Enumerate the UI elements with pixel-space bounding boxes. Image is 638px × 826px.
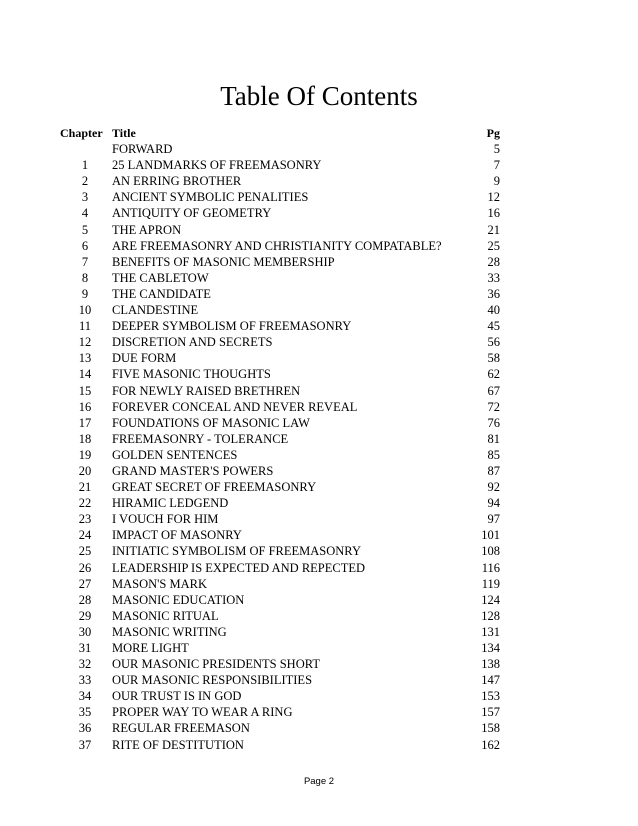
toc-entry-row bbox=[60, 399, 500, 415]
chapter-number: 19 bbox=[78, 447, 92, 462]
chapter-number: 24 bbox=[78, 528, 92, 543]
chapter-number: 34 bbox=[78, 689, 92, 704]
page-number: 157 bbox=[481, 705, 500, 720]
chapter-title: BENEFITS OF MASONIC MEMBERSHIP bbox=[112, 254, 335, 269]
toc-entry-row bbox=[60, 254, 500, 270]
toc-entry-row bbox=[60, 720, 500, 736]
chapter-title: OUR MASONIC RESPONSIBILITIES bbox=[112, 673, 313, 688]
toc-entry-row bbox=[60, 222, 500, 238]
toc-entry-row bbox=[60, 173, 500, 189]
toc-entry-row bbox=[60, 383, 500, 399]
toc-header-row bbox=[60, 125, 500, 141]
page-number: 62 bbox=[487, 367, 500, 382]
page-number: 94 bbox=[487, 496, 500, 511]
chapter-number: 10 bbox=[78, 303, 92, 318]
toc-entry-row bbox=[60, 334, 500, 350]
page-number: 97 bbox=[487, 512, 500, 527]
page-number: 56 bbox=[487, 335, 500, 350]
chapter-number: 9 bbox=[81, 286, 89, 301]
chapter-title: RITE OF DESTITUTION bbox=[112, 737, 244, 752]
toc-entry-row bbox=[60, 157, 500, 173]
toc-entry-row bbox=[60, 560, 500, 576]
chapter-title: PROPER WAY TO WEAR A RING bbox=[112, 705, 293, 720]
toc-entry-row bbox=[60, 302, 500, 318]
chapter-title: FOREVER CONCEAL AND NEVER REVEAL bbox=[112, 399, 358, 414]
page-number: 21 bbox=[487, 222, 500, 237]
chapter-number: 27 bbox=[78, 576, 92, 591]
chapter-title: FOR NEWLY RAISED BRETHREN bbox=[112, 383, 301, 398]
page-number: 108 bbox=[481, 544, 500, 559]
chapter-number: 26 bbox=[78, 560, 92, 575]
title-column-header: Title bbox=[112, 126, 136, 140]
chapter-title: HIRAMIC LEDGEND bbox=[112, 496, 229, 511]
page-number: 116 bbox=[481, 560, 500, 575]
chapter-title: DEEPER SYMBOLISM OF FREEMASONRY bbox=[112, 319, 352, 334]
chapter-number: 35 bbox=[78, 705, 92, 720]
toc-entry-row bbox=[60, 704, 500, 720]
chapter-number: 3 bbox=[81, 190, 89, 205]
toc-entry-row bbox=[60, 270, 500, 286]
toc-entry-row bbox=[60, 737, 500, 753]
page-number: 162 bbox=[481, 737, 500, 752]
chapter-title: FIVE MASONIC THOUGHTS bbox=[112, 367, 271, 382]
chapter-number: 7 bbox=[81, 254, 89, 269]
chapter-number bbox=[60, 141, 110, 157]
chapter-number: 13 bbox=[78, 351, 92, 366]
chapter-title: LEADERSHIP IS EXPECTED AND REPECTED bbox=[112, 560, 366, 575]
chapter-title: GREAT SECRET OF FREEMASONRY bbox=[112, 480, 317, 495]
toc-entries bbox=[60, 141, 500, 753]
page-number: 28 bbox=[487, 254, 500, 269]
chapter-title: DUE FORM bbox=[112, 351, 177, 366]
chapter-title: FREEMASONRY - TOLERANCE bbox=[112, 431, 289, 446]
page-number: 153 bbox=[481, 689, 500, 704]
page-title: Table Of Contents bbox=[220, 81, 418, 111]
page-number: 85 bbox=[487, 447, 500, 462]
chapter-title: INITIATIC SYMBOLISM OF FREEMASONRY bbox=[112, 544, 361, 559]
chapter-number: 15 bbox=[78, 383, 92, 398]
chapter-title: MASONIC EDUCATION bbox=[112, 592, 245, 607]
toc-entry-row bbox=[60, 656, 500, 672]
toc-entry-row bbox=[60, 141, 500, 157]
chapter-title: MASONIC WRITING bbox=[112, 624, 227, 639]
page-number: 58 bbox=[487, 351, 500, 366]
toc-entry-row bbox=[60, 608, 500, 624]
page-number: 128 bbox=[481, 608, 500, 623]
chapter-title: GRAND MASTER'S POWERS bbox=[112, 463, 274, 478]
page-number: 76 bbox=[487, 415, 500, 430]
chapter-number: 21 bbox=[78, 480, 92, 495]
chapter-title: MASONIC RITUAL bbox=[112, 608, 219, 623]
toc-entry-row bbox=[60, 350, 500, 366]
chapter-title: REGULAR FREEMASON bbox=[112, 721, 250, 736]
chapter-number: 1 bbox=[81, 158, 89, 173]
chapter-number: 31 bbox=[78, 641, 92, 655]
chapter-number: 22 bbox=[78, 496, 92, 511]
table-of-contents bbox=[60, 125, 500, 753]
chapter-number: 30 bbox=[78, 624, 92, 639]
chapter-number: 36 bbox=[78, 721, 92, 736]
toc-entry-row bbox=[60, 576, 500, 592]
chapter-title: THE CABLETOW bbox=[112, 270, 209, 285]
toc-entry-row bbox=[60, 447, 500, 463]
page-number: 45 bbox=[487, 319, 500, 334]
page-number: 25 bbox=[487, 238, 500, 253]
page-number: 124 bbox=[481, 592, 500, 607]
page-number: 7 bbox=[493, 158, 500, 173]
chapter-title: THE CANDIDATE bbox=[112, 286, 211, 301]
chapter-title: AN ERRING BROTHER bbox=[112, 174, 242, 189]
page-number: 5 bbox=[493, 142, 500, 157]
toc-entry-row bbox=[60, 527, 500, 543]
chapter-number: 28 bbox=[78, 592, 92, 607]
page-number: 158 bbox=[481, 721, 500, 736]
chapter-title: ANCIENT SYMBOLIC PENALITIES bbox=[112, 190, 309, 205]
toc-entry-row bbox=[60, 463, 500, 479]
toc-entry-row bbox=[60, 318, 500, 334]
chapter-title: THE APRON bbox=[112, 222, 182, 237]
page-number: 131 bbox=[481, 624, 500, 639]
page-number: 72 bbox=[487, 399, 500, 414]
toc-entry-row bbox=[60, 431, 500, 447]
chapter-title: ARE FREEMASONRY AND CHRISTIANITY COMPATABLE? bbox=[112, 238, 442, 253]
page-number: 40 bbox=[487, 303, 500, 318]
chapter-title: I VOUCH FOR HIM bbox=[112, 512, 219, 527]
page-number: 12 bbox=[487, 190, 500, 205]
chapter-number: 37 bbox=[78, 737, 92, 752]
toc-entry-row bbox=[60, 415, 500, 431]
page-number: 33 bbox=[487, 270, 500, 285]
chapter-number: 12 bbox=[78, 335, 92, 350]
chapter-number: 5 bbox=[81, 222, 89, 237]
chapter-title: 25 LANDMARKS OF FREEMASONRY bbox=[112, 158, 322, 173]
chapter-number: 32 bbox=[78, 657, 92, 672]
chapter-number: 33 bbox=[78, 673, 92, 688]
chapter-number: 25 bbox=[78, 544, 92, 559]
page-number: 134 bbox=[481, 641, 500, 655]
page-number: 138 bbox=[481, 657, 500, 672]
chapter-number: 6 bbox=[81, 238, 89, 253]
toc-entry-row bbox=[60, 624, 500, 640]
chapter-title: OUR MASONIC PRESIDENTS SHORT bbox=[112, 657, 320, 672]
chapter-number: 2 bbox=[81, 174, 89, 189]
chapter-number: 14 bbox=[78, 367, 92, 382]
chapter-number: 20 bbox=[78, 463, 92, 478]
chapter-number: 16 bbox=[78, 399, 92, 414]
page-number-footer: Page 2 bbox=[303, 776, 335, 787]
page-number: 16 bbox=[487, 206, 500, 221]
chapter-title: ANTIQUITY OF GEOMETRY bbox=[112, 206, 272, 221]
page-number: 101 bbox=[481, 528, 500, 543]
page-number: 87 bbox=[487, 463, 500, 478]
toc-entry-row bbox=[60, 495, 500, 511]
toc-entry-row bbox=[60, 640, 500, 656]
toc-entry-row bbox=[60, 238, 500, 254]
chapter-number: 29 bbox=[78, 608, 92, 623]
page-number: 119 bbox=[481, 576, 500, 591]
page-number: 36 bbox=[487, 286, 500, 301]
chapter-number: 8 bbox=[81, 270, 89, 285]
toc-entry-row bbox=[60, 672, 500, 688]
toc-entry-row bbox=[60, 543, 500, 559]
toc-entry-row bbox=[60, 688, 500, 704]
chapter-number: 23 bbox=[78, 512, 92, 527]
chapter-column-header: Chapter bbox=[60, 126, 103, 140]
chapter-title: MORE LIGHT bbox=[112, 641, 189, 655]
toc-entry-row bbox=[60, 366, 500, 382]
chapter-title: CLANDESTINE bbox=[112, 303, 199, 318]
page-number: 67 bbox=[487, 383, 500, 398]
toc-entry-row bbox=[60, 286, 500, 302]
page-number: 9 bbox=[493, 174, 500, 189]
page-column-header: Pg bbox=[486, 126, 500, 140]
chapter-number: 18 bbox=[78, 431, 92, 446]
page-number: 92 bbox=[487, 480, 500, 495]
chapter-title: OUR TRUST IS IN GOD bbox=[112, 689, 242, 704]
chapter-number: 17 bbox=[78, 415, 92, 430]
page-number: 147 bbox=[481, 673, 500, 688]
chapter-number: 11 bbox=[78, 319, 92, 334]
chapter-title: DISCRETION AND SECRETS bbox=[112, 335, 273, 350]
page-number: 81 bbox=[487, 431, 500, 446]
toc-entry-row bbox=[60, 189, 500, 205]
toc-entry-row bbox=[60, 205, 500, 221]
chapter-title: FOUNDATIONS OF MASONIC LAW bbox=[112, 415, 310, 430]
toc-entry-row bbox=[60, 592, 500, 608]
chapter-title: GOLDEN SENTENCES bbox=[112, 447, 238, 462]
chapter-title: MASON'S MARK bbox=[112, 576, 207, 591]
chapter-number: 4 bbox=[81, 206, 89, 221]
chapter-title: FORWARD bbox=[112, 142, 173, 157]
toc-entry-row bbox=[60, 511, 500, 527]
toc-entry-row bbox=[60, 479, 500, 495]
chapter-title: IMPACT OF MASONRY bbox=[112, 528, 242, 543]
